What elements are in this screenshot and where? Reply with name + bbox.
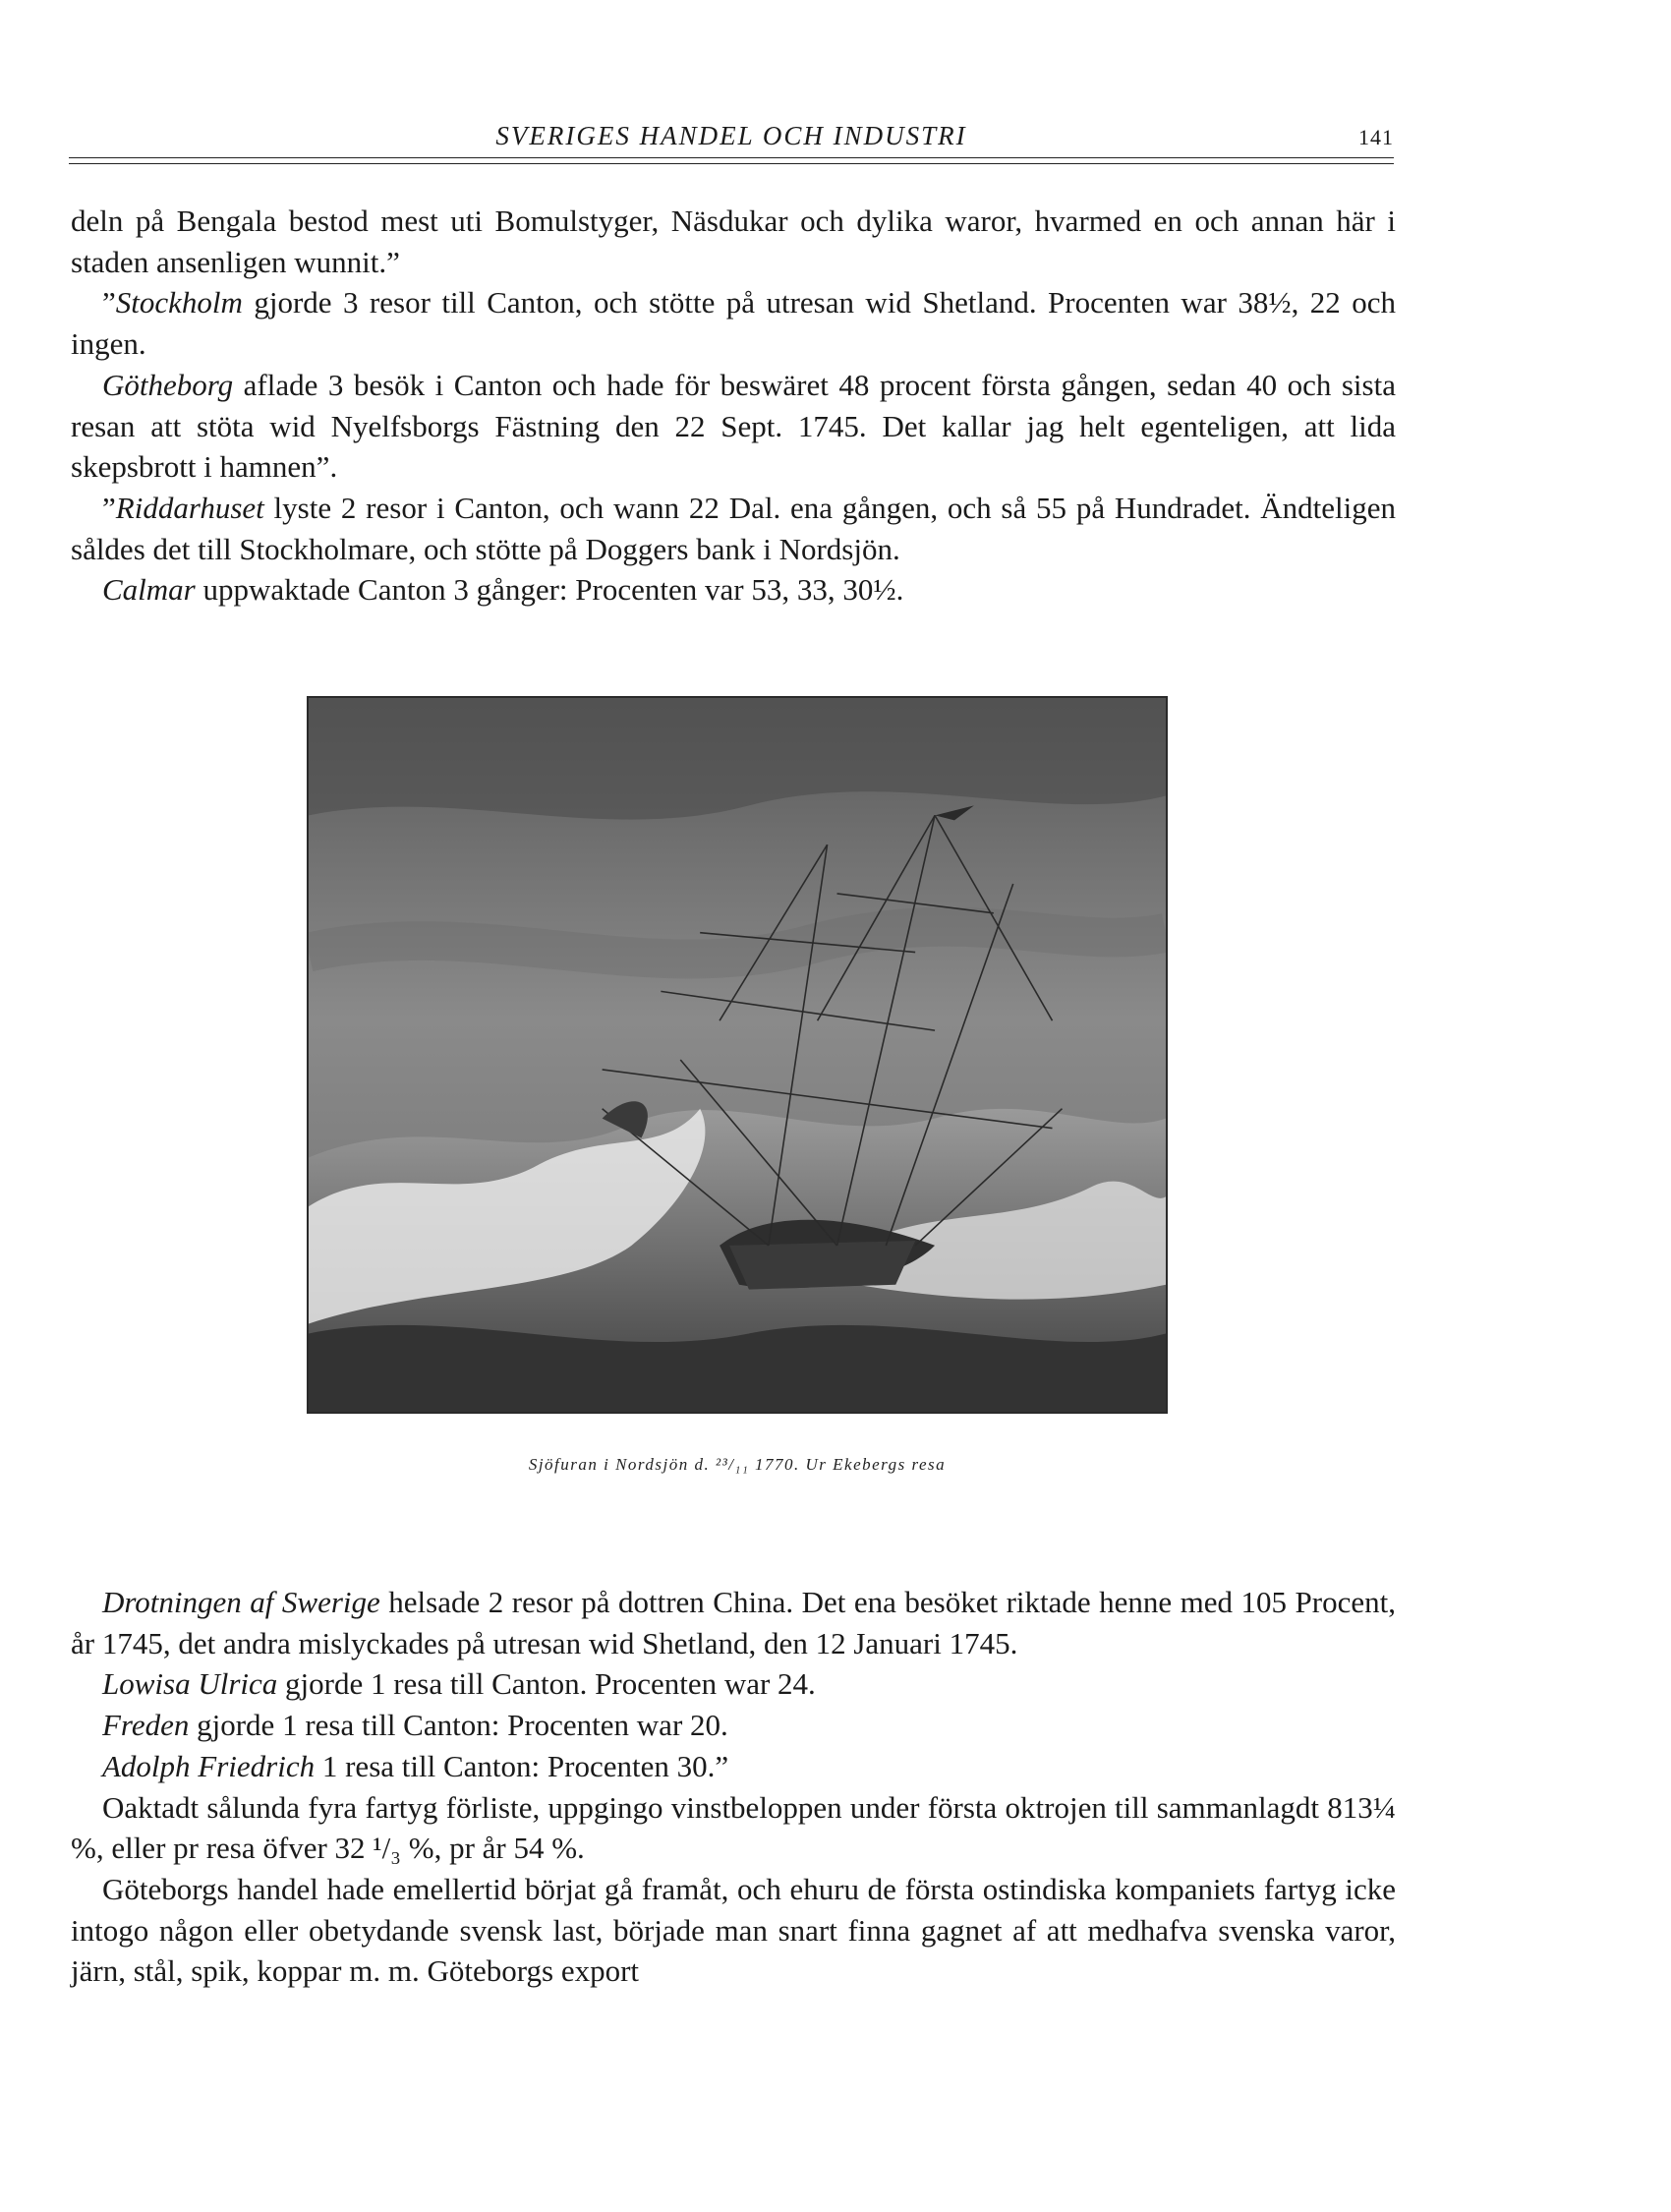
paragraph-text: helsade 2 resor på dottren China. Det ena besöket riktade henne med 105 Procent, år 1745, det andra mislyckades på utresan wid Shetland, den 12 Januari 1745.: [71, 1585, 1396, 1660]
ship-name: Lowisa Ulrica: [102, 1666, 278, 1702]
running-title: SVERIGES HANDEL OCH INDUSTRI: [495, 121, 967, 150]
engraving-image: [309, 698, 1166, 1412]
ship-name: Götheborg: [102, 367, 234, 402]
quote-mark: ”: [102, 285, 116, 320]
header-rule-top: [69, 157, 1394, 158]
top-text-block: [71, 201, 1396, 611]
paragraph-text: uppwaktade Canton 3 gånger: Procenten var 53, 33, 30½.: [195, 572, 904, 608]
ship-name: Freden: [102, 1708, 190, 1743]
ship-name: Drotningen af Swerige: [102, 1585, 380, 1619]
figure-caption: Sjöfuran i Nordsjön d. ²³/₁₁ 1770. Ur Ekebergs resa: [528, 1455, 947, 1474]
bottom-text-block: [71, 1582, 1396, 1992]
paragraph: [71, 488, 1396, 569]
ship-name: Calmar: [102, 572, 196, 608]
paragraph-text: gjorde 1 resa till Canton. Procenten war 24.: [277, 1666, 816, 1702]
paragraph: Göteborgs handel hade emellertid börjat gå framåt, och ehuru de första ostindiska kompaniets fartyg icke intogo någon eller obetydande svensk last, började man snart finna gagnet af att medhafva svenska varor, järn, stål, spik, koppar m. m. Göteborgs export: [71, 1871, 1396, 1989]
paragraph-text: gjorde 3 resor till Canton, och stötte på utresan wid Shetland. Procenten war 38½, 22 och ingen.: [71, 285, 1396, 362]
paragraph: [71, 1582, 1396, 1663]
ship-name: Riddarhuset: [115, 490, 264, 525]
paragraph: Oaktadt sålunda fyra fartyg förliste, uppgingo vinstbeloppen under första oktrojen till sammanlagdt 813¼ %, eller pr resa öfver 32 ¹/₃ %, pr år 54 %.: [71, 1789, 1396, 1866]
paragraph: [71, 569, 1396, 611]
quote-mark: ”: [102, 490, 116, 525]
paragraph-text: 1 resa till Canton: Procenten 30.”: [315, 1748, 729, 1783]
paragraph: [71, 1705, 1396, 1746]
ship-in-storm-engraving: [307, 696, 1168, 1414]
page-number: 141: [1358, 125, 1394, 149]
paragraph: deln på Bengala bestod mest uti Bomulstyger, Näsdukar och dylika waror, hvarmed en och annan här i staden ansenligen wunnit.”: [71, 204, 1396, 279]
page-header: [69, 121, 1394, 160]
paragraph-text: aflade 3 besök i Canton och hade för beswäret 48 procent första gången, sedan 40 och sista resan att stöta wid Nyelfsborgs Fästning den 22 Sept. 1745. Det kallar jag helt egenteligen, att lida skepsbrott i hamnen”.: [71, 367, 1396, 485]
paragraph: [71, 282, 1396, 364]
paragraph-text: lyste 2 resor i Canton, och wann 22 Dal. ena gången, och så 55 på Hundradet. Ändteligen såldes det till Stockholmare, och stötte på Doggers bank i Nordsjön.: [71, 490, 1396, 566]
paragraph-text: gjorde 1 resa till Canton: Procenten war 20.: [189, 1708, 728, 1743]
paragraph: [71, 1663, 1396, 1705]
paragraph: [71, 365, 1396, 488]
ship-name: Adolph Friedrich: [102, 1748, 316, 1783]
paragraph: [71, 1746, 1396, 1787]
ship-name: Stockholm: [115, 285, 243, 320]
header-rule-bottom: [69, 163, 1394, 164]
